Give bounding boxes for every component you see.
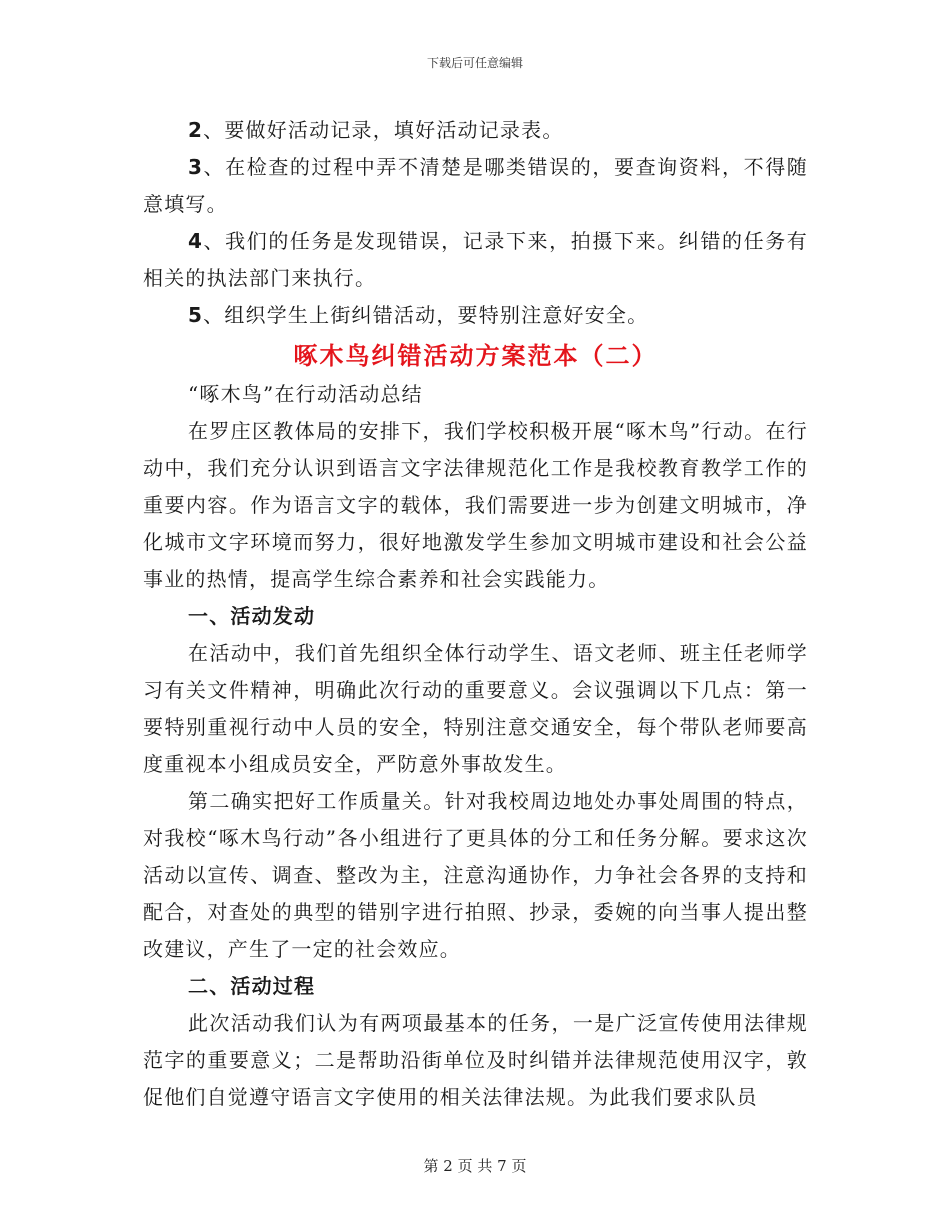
list-item-text: 、组织学生上街纠错活动，要特别注意好安全。 bbox=[203, 303, 649, 327]
list-item-number: 3 bbox=[188, 155, 204, 179]
list-item-number: 5 bbox=[188, 303, 204, 327]
list-item-number: 4 bbox=[188, 229, 204, 253]
list-item bbox=[143, 297, 808, 334]
page-indicator: 第 2 页 共 7 页 bbox=[423, 1157, 527, 1175]
subtitle: “啄木鸟”在行动活动总结 bbox=[188, 382, 423, 406]
list-item bbox=[143, 112, 808, 149]
list-item-text: 、在检查的过程中弄不清楚是哪类错误的，要查询资料，不得随意填写。 bbox=[143, 155, 808, 216]
paragraph: 在活动中，我们首先组织全体行动学生、语文老师、班主任老师学习有关文件精神，明确此次行动的重要意义。会议强调以下几点：第一要特别重视行动中人员的安全，特别注意交通安全，每个带队老师要高度重视本小组成员安全，严防意外事故发生。 bbox=[143, 641, 808, 776]
list-item-text: 、我们的任务是发现错误，记录下来，拍摄下来。纠错的任务有相关的执法部门来执行。 bbox=[143, 229, 808, 290]
intro-paragraph: 在罗庄区教体局的安排下，我们学校积极开展“啄木鸟”行动。在行动中，我们充分认识到语言文字法律规范化工作是我校教育教学工作的重要内容。作为语言文字的载体，我们需要进一步为创建文明城市，净化城市文字环境而努力，很好地激发学生参加文明城市建设和社会公益事业的热情，提高学生综合素养和社会实践能力。 bbox=[143, 419, 808, 591]
paragraph: 此次活动我们认为有两项最基本的任务，一是广泛宣传使用法律规范字的重要意义；二是帮助沿街单位及时纠错并法律规范使用汉字，敦促他们自觉遵守语言文字使用的相关法律法规。为此我们要求队员 bbox=[143, 1011, 808, 1109]
list-item bbox=[143, 149, 808, 223]
document-title: 啄木鸟纠错活动方案范本（二） bbox=[293, 341, 658, 370]
section-heading-process: 二、活动过程 bbox=[188, 974, 316, 998]
document-body bbox=[143, 112, 808, 1116]
list-item-number: 2 bbox=[188, 118, 204, 142]
list-item bbox=[143, 223, 808, 297]
paragraph: 第二确实把好工作质量关。针对我校周边地处办事处周围的特点，对我校“啄木鸟行动”各小组进行了更具体的分工和任务分解。要求这次活动以宣传、调查、整改为主，注意沟通协作，力争社会各界的支持和配合，对查处的典型的错别字进行拍照、抄录，委婉的向当事人提出整改建议，产生了一定的社会效应。 bbox=[143, 789, 808, 961]
header-note: 下载后可任意编辑 bbox=[426, 56, 523, 70]
section-heading-mobilization: 一、活动发动 bbox=[188, 604, 316, 628]
list-item-text: 、要做好活动记录，填好活动记录表。 bbox=[203, 118, 564, 142]
